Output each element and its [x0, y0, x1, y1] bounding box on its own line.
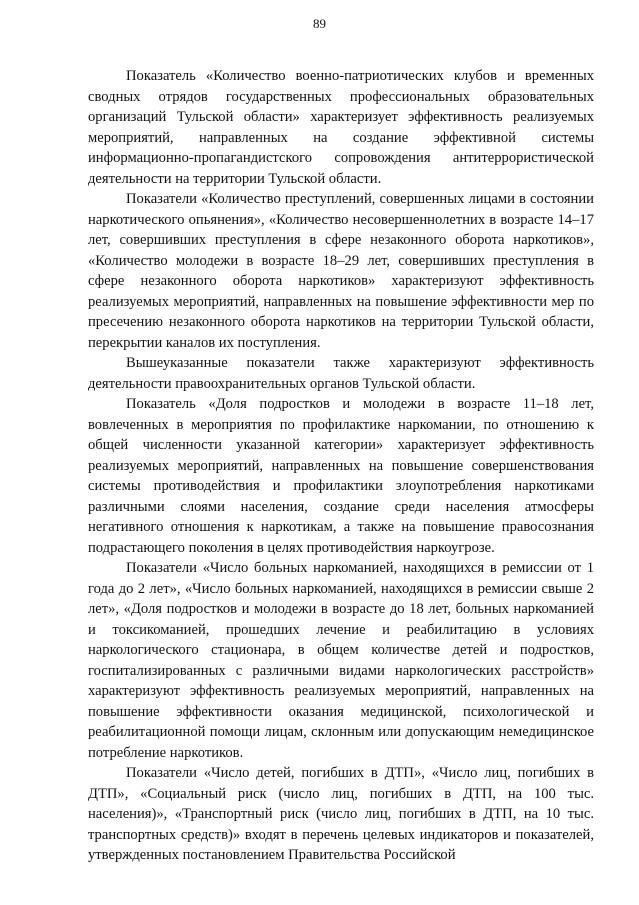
document-body: [88, 66, 594, 866]
page-number: 89: [313, 16, 326, 31]
paragraph-1: Показатель «Количество военно-патриотических клубов и временных сводных отрядов государственных профессиональных образовательных организаций Тульской области» характеризует эффективность реализуемых мероприятий, направленных на создание эффективной системы информационно-пропагандистского сопровождения антитеррористической деятельности на территории Тульской области.: [88, 68, 594, 187]
paragraph-4: Показатель «Доля подростков и молодежи в возрасте 11–18 лет, вовлеченных в мероприятия по профилактике наркомании, по отношению к общей численности указанной категории» характеризует эффективность реализуемых мероприятий, направленных на повышение совершенствования системы противодействия и профилактики злоупотребления наркотиками различными слоями населения, создание среди населения атмосферы негативного отношения к наркотикам, а также на повышение правосознания подрастающего поколения в целях противодействия наркоугрозе.: [88, 396, 594, 556]
paragraph-3: Вышеуказанные показатели также характеризуют эффективность деятельности правоохранительных органов Тульской области.: [88, 355, 594, 392]
paragraph-5: Показатели «Число больных наркоманией, находящихся в ремиссии от 1 года до 2 лет», «Число больных наркоманией, находящихся в ремиссии свыше 2 лет», «Доля подростков и молодежи в возрасте до 18 лет, больных наркоманией и токсикоманией, прошедших лечение и реабилитацию в условиях наркологического стационара, в общем количестве детей и подростков, госпитализированных с различными видами наркологических расстройств» характеризуют эффективность реализуемых мероприятий, направленных на повышение эффективности оказания медицинской, психологической и реабилитационной помощи лицам, склонным или допускающим немедицинское потребление наркотиков.: [88, 560, 594, 761]
paragraph-2: Показатели «Количество преступлений, совершенных лицами в состоянии наркотического опьянения», «Количество несовершеннолетних в возрасте 14–17 лет, совершивших преступления в сфере незаконного оборота наркотиков», «Количество молодежи в возрасте 18–29 лет, совершивших преступления в сфере незаконного оборота наркотиков» характеризуют эффективность реализуемых мероприятий, направленных на повышение эффективности мер по пресечению незаконного оборота наркотиков на территории Тульской области, перекрытии каналов их поступления.: [88, 191, 594, 351]
paragraph-6: Показатели «Число детей, погибших в ДТП», «Число лиц, погибших в ДТП», «Социальный риск (число лиц, погибших в ДТП, на 100 тыс. населения)», «Транспортный риск (число лиц, погибших в ДТП, на 10 тыс. транспортных средств)» входят в перечень целевых индикаторов и показателей, утвержденных постановлением Правительства Российской: [88, 765, 594, 863]
